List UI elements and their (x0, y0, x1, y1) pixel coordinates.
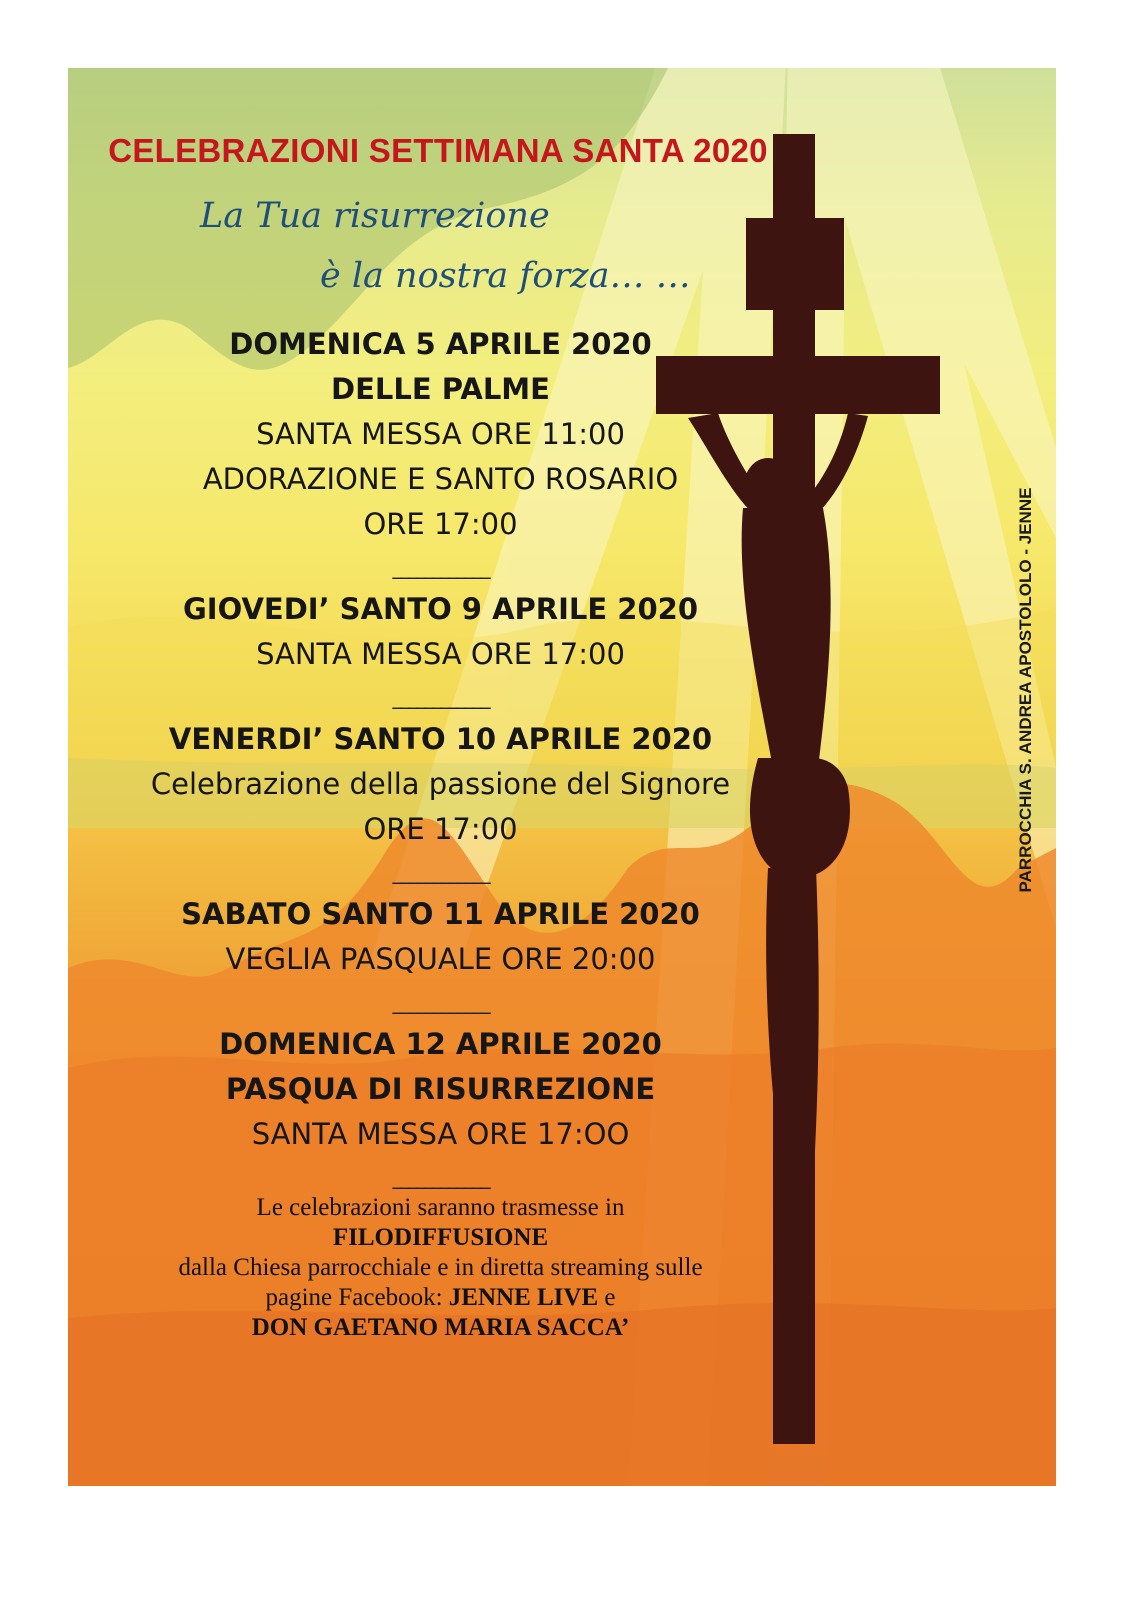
motto-line-1: La Tua risurrezione (200, 196, 550, 236)
notice-filodiffusione: FILODIFFUSIONE (332, 1224, 549, 1251)
program (68, 322, 813, 1197)
broadcast-notice (68, 1193, 813, 1343)
notice-line: pagine Facebook: JENNE LIVE e (265, 1284, 616, 1311)
event-heading: PASQUA DI RISURREZIONE (225, 1072, 656, 1106)
event-line: ORE 17:00 (363, 812, 518, 846)
separator: ____________ (392, 555, 489, 579)
event-block (68, 1022, 813, 1157)
page-title: CELEBRAZIONI SETTIMANA SANTA 2020 (108, 132, 768, 169)
event-block (68, 892, 813, 982)
event-line: SANTA MESSA ORE 11:00 (256, 417, 625, 451)
separator: ____________ (392, 1165, 489, 1189)
event-line: ORE 17:00 (363, 507, 518, 541)
event-heading: VENERDI’ SANTO 10 APRILE 2020 (168, 722, 713, 756)
notice-line: Le celebrazioni saranno trasmesse in (256, 1194, 625, 1221)
separator: ____________ (392, 990, 489, 1014)
event-heading: GIOVEDI’ SANTO 9 APRILE 2020 (182, 592, 699, 626)
event-line: SANTA MESSA ORE 17:OO (251, 1117, 630, 1151)
notice-line: dalla Chiesa parrocchiale e in diretta streaming sulle (178, 1254, 703, 1281)
event-heading: SABATO SANTO 11 APRILE 2020 (181, 897, 700, 931)
event-heading: DOMENICA 5 APRILE 2020 (229, 327, 652, 361)
notice-facebook-page: JENNE LIVE (448, 1284, 599, 1311)
parish-side-text: PARROCCHIA S. ANDREA APOSTOLOLO - JENNE (1016, 487, 1035, 893)
event-line: ADORAZIONE E SANTO ROSARIO (202, 462, 679, 496)
event-block (68, 587, 813, 677)
separator: ____________ (392, 860, 489, 884)
event-heading: DOMENICA 12 APRILE 2020 (219, 1027, 662, 1061)
event-block (68, 322, 813, 547)
event-heading: DELLE PALME (331, 372, 550, 406)
event-line: VEGLIA PASQUALE ORE 20:00 (225, 942, 656, 976)
separator: ____________ (392, 685, 489, 709)
motto-line-2: è la nostra forza… … (320, 256, 691, 296)
event-line: SANTA MESSA ORE 17:00 (256, 637, 625, 671)
poster (68, 68, 1056, 1486)
notice-priest-name: DON GAETANO MARIA SACCA’ (251, 1314, 630, 1341)
event-block (68, 717, 813, 852)
event-line: Celebrazione della passione del Signore (150, 767, 731, 801)
